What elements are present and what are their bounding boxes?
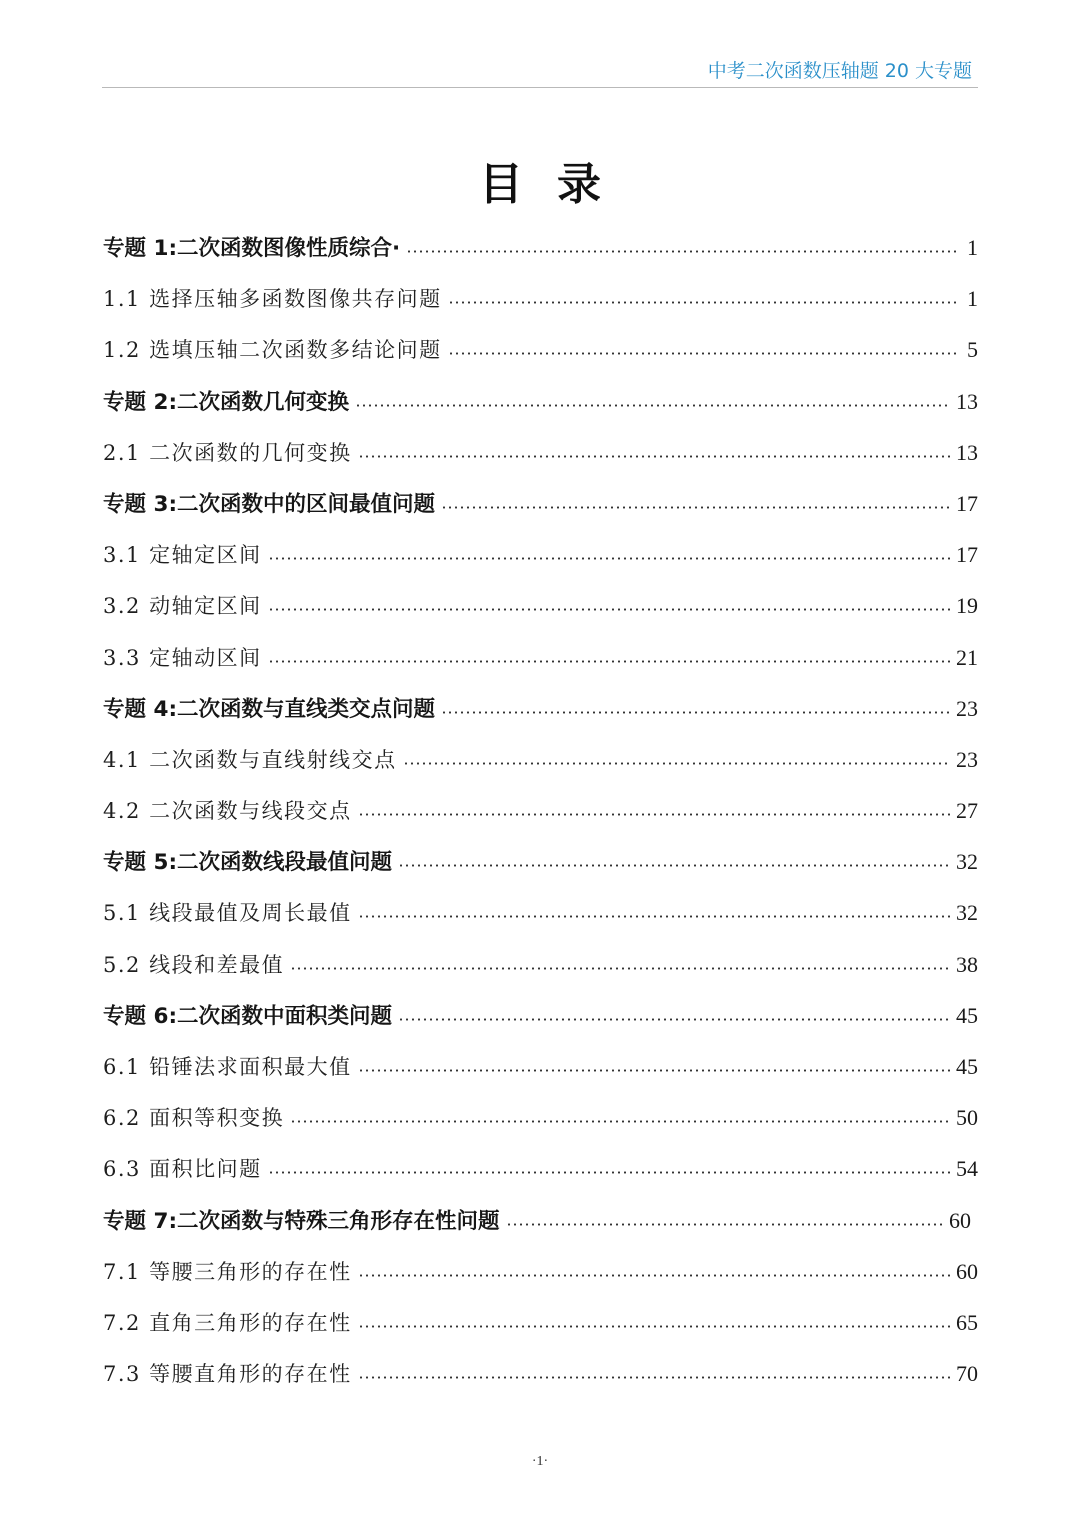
toc-entry[interactable]	[103, 1195, 971, 1246]
toc-entry[interactable]	[103, 785, 978, 836]
toc-entry[interactable]	[103, 1143, 978, 1194]
toc-entry-label: 6.1 铅锤法求面积最大值	[103, 1055, 352, 1079]
toc-entry[interactable]	[103, 273, 978, 324]
toc-entry-label: 专题 6:二次函数中面积类问题	[103, 1003, 393, 1029]
toc-entry-page: 5	[967, 337, 978, 363]
toc-entry-page: 1	[967, 235, 978, 260]
toc-entry-label: 1.1 选择压轴多函数图像共存问题	[103, 287, 442, 312]
toc-entry-label: 专题 3:二次函数中的区间最值问题	[103, 491, 436, 517]
toc-entry-page: 45	[956, 1002, 978, 1028]
toc-entry[interactable]	[103, 632, 978, 683]
dot-leader	[398, 1018, 950, 1021]
toc-entry-label: 4.1 二次函数与直线射线交点	[103, 747, 397, 772]
toc-entry[interactable]	[103, 887, 978, 938]
toc-entry-label: 7.1 等腰三角形的存在性	[103, 1259, 352, 1284]
toc-entry-label: 专题 2:二次函数几何变换	[103, 389, 350, 415]
toc-entry-label: 3.2 动轴定区间	[103, 594, 262, 619]
dot-leader	[268, 608, 950, 611]
toc-entry-page: 23	[956, 695, 978, 721]
dot-leader	[290, 1120, 950, 1123]
dot-leader	[398, 864, 950, 867]
toc-entry[interactable]	[103, 683, 978, 734]
toc-entry[interactable]	[103, 1297, 978, 1348]
toc-entry-label: 4.2 二次函数与线段交点	[103, 799, 352, 824]
toc-entry-page: 45	[956, 1054, 978, 1079]
toc-entry-page: 60	[949, 1207, 971, 1233]
toc-entry-page: 65	[956, 1309, 978, 1335]
toc-entry-page: 13	[956, 439, 978, 465]
toc-entry-label: 7.2 直角三角形的存在性	[103, 1310, 352, 1335]
toc-entry[interactable]	[103, 734, 978, 785]
dot-leader	[448, 352, 960, 355]
dot-leader	[358, 1376, 950, 1379]
toc-entry-label: 5.1 线段最值及周长最值	[103, 901, 352, 926]
toc-entry-page: 1	[967, 286, 978, 312]
toc-entry-label: 专题 5:二次函数线段最值问题	[103, 850, 393, 876]
toc-entry[interactable]	[103, 222, 978, 273]
dot-leader	[358, 1325, 950, 1328]
toc-entry-label: 3.3 定轴动区间	[103, 645, 262, 670]
toc-entry-label: 专题 1:二次函数图像性质综合·	[103, 236, 401, 261]
dot-leader	[358, 813, 950, 816]
toc-entry-page: 54	[956, 1156, 978, 1182]
toc-entry-label: 6.2 面积等积变换	[103, 1106, 285, 1131]
dot-leader	[358, 1274, 950, 1277]
dot-leader	[441, 711, 950, 714]
toc-entry-page: 50	[956, 1105, 978, 1131]
dot-leader	[355, 404, 950, 407]
toc-heading: 目录	[479, 159, 635, 210]
dot-leader	[403, 762, 950, 765]
toc-entry-page: 60	[956, 1258, 978, 1284]
dot-leader	[268, 1171, 950, 1174]
dot-leader	[358, 915, 950, 918]
toc-entry[interactable]	[103, 580, 978, 631]
toc-entry-label: 1.2 选填压轴二次函数多结论问题	[103, 338, 442, 363]
toc-entry-label: 7.3 等腰直角形的存在性	[103, 1362, 352, 1387]
toc-entry[interactable]	[103, 529, 978, 580]
toc-entry[interactable]	[103, 1246, 978, 1297]
header-divider	[102, 87, 978, 88]
dot-leader	[441, 506, 950, 509]
toc-entry-page: 32	[956, 900, 978, 926]
dot-leader	[506, 1223, 945, 1226]
toc-entry[interactable]	[103, 376, 978, 427]
toc-entry[interactable]	[103, 1041, 978, 1092]
toc-entry[interactable]	[103, 990, 978, 1041]
toc-entry-page: 38	[956, 951, 978, 977]
toc-entry[interactable]	[103, 478, 978, 529]
dot-leader	[448, 301, 960, 304]
table-of-contents	[103, 222, 978, 1399]
toc-entry[interactable]	[103, 939, 978, 990]
toc-entry-label: 专题 4:二次函数与直线类交点问题	[103, 696, 436, 722]
toc-entry[interactable]	[103, 324, 978, 375]
toc-entry-label: 专题 7:二次函数与特殊三角形存在性问题	[103, 1208, 500, 1234]
toc-entry[interactable]	[103, 1348, 978, 1399]
toc-entry-label: 3.1 定轴定区间	[103, 543, 262, 568]
toc-entry[interactable]	[103, 427, 978, 478]
toc-entry-label: 6.3 面积比问题	[103, 1157, 262, 1182]
toc-entry-page: 23	[956, 746, 978, 772]
dot-leader	[268, 660, 950, 663]
toc-entry-page: 19	[956, 593, 978, 619]
toc-entry-page: 27	[956, 798, 978, 824]
dot-leader	[268, 557, 950, 560]
toc-entry-page: 17	[956, 490, 978, 516]
page-number: ·1·	[531, 1454, 549, 1469]
toc-entry[interactable]	[103, 1092, 978, 1143]
toc-entry-page: 13	[956, 388, 978, 414]
dot-leader	[358, 1069, 950, 1072]
toc-entry-page: 21	[956, 644, 978, 670]
toc-entry-label: 2.1 二次函数的几何变换	[103, 440, 352, 465]
toc-entry[interactable]	[103, 836, 978, 887]
dot-leader	[406, 250, 960, 253]
running-header-title: 中考二次函数压轴题 20 大专题	[707, 60, 972, 82]
toc-entry-page: 17	[956, 542, 978, 568]
toc-entry-page: 32	[956, 849, 978, 875]
dot-leader	[358, 455, 950, 458]
toc-entry-label: 5.2 线段和差最值	[103, 952, 285, 977]
dot-leader	[290, 967, 950, 970]
toc-entry-page: 70	[956, 1361, 978, 1387]
